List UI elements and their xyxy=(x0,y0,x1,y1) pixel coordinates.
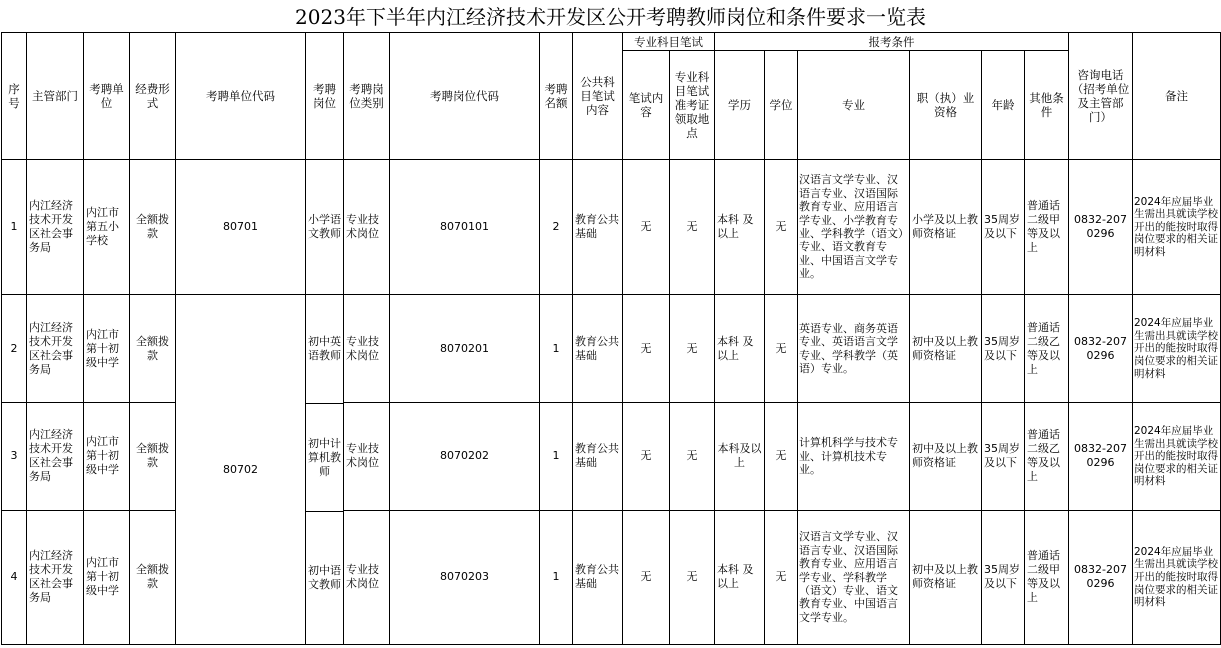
cell-remark: 2024年应届毕业生需出具就读学校开出的能按时取得岗位要求的相关证明材料 xyxy=(1133,160,1221,295)
cell-qualification: 初中及以上教师资格证 xyxy=(910,403,982,510)
cell-major: 汉语言文学专业、汉语言专业、汉语国际教育专业、应用语言学专业、学科教学（语文）专业、语文教育专业、中国语言文学专业。 xyxy=(798,510,910,644)
header-major: 专业 xyxy=(798,51,910,160)
cell-post-type: 专业技术岗位 xyxy=(344,160,390,295)
header-unit: 考聘单位 xyxy=(84,33,130,160)
cell-unit: 内江市第十初级中学 xyxy=(84,510,130,644)
cell-quota: 1 xyxy=(540,403,573,510)
cell-post: 初中英语教师 xyxy=(306,295,343,404)
cell-unit-code: 80702 xyxy=(176,295,306,645)
cell-fund: 全额拨款 xyxy=(130,403,176,510)
header-post-code: 考聘岗位代码 xyxy=(390,33,540,160)
cell-unit: 内江市第十初级中学 xyxy=(84,295,130,403)
cell-public-exam: 教育公共基础 xyxy=(573,160,623,295)
header-group-written: 专业科目笔试 xyxy=(623,33,715,51)
cell-other: 普通话二级乙等及以上 xyxy=(1025,295,1069,403)
cell-post-code: 8070101 xyxy=(390,160,540,295)
header-other: 其他条件 xyxy=(1025,51,1069,160)
recruitment-table xyxy=(1,32,1221,645)
cell-post: 初中计算机教师 xyxy=(306,404,343,512)
cell-ticket: 无 xyxy=(670,510,715,644)
cell-major: 汉语言文学专业、汉语言专业、汉语国际教育专业、应用语言学专业、小学教育专业、学科教学（语文）专业、语文教育专业、中国语言文学专业。 xyxy=(798,160,910,295)
cell-written-content: 无 xyxy=(623,295,670,403)
cell-post: 小学语文教师 xyxy=(306,160,344,295)
cell-dept: 内江经济技术开发区社会事务局 xyxy=(27,160,84,295)
cell-dept: 内江经济技术开发区社会事务局 xyxy=(27,403,84,510)
cell-other: 普通话二级甲等及以上 xyxy=(1025,510,1069,644)
cell-age: 35周岁及以下 xyxy=(982,403,1025,510)
cell-post-merged xyxy=(306,295,344,645)
cell-public-exam: 教育公共基础 xyxy=(573,403,623,510)
cell-degree: 无 xyxy=(765,295,798,403)
cell-qualification: 初中及以上教师资格证 xyxy=(910,295,982,403)
cell-remark: 2024年应届毕业生需出具就读学校开出的能按时取得岗位要求的相关证明材料 xyxy=(1133,510,1221,644)
header-group-conditions: 报考条件 xyxy=(715,33,1069,51)
cell-fund: 全额拨款 xyxy=(130,295,176,403)
cell-post-type: 专业技术岗位 xyxy=(344,403,390,510)
cell-quota: 1 xyxy=(540,295,573,403)
cell-post-type: 专业技术岗位 xyxy=(344,510,390,644)
cell-age: 35周岁及以下 xyxy=(982,160,1025,295)
table-row xyxy=(2,295,1221,403)
cell-public-exam: 教育公共基础 xyxy=(573,510,623,644)
cell-phone: 0832-2070296 xyxy=(1069,160,1133,295)
cell-education: 本科 及以上 xyxy=(715,295,765,403)
cell-degree: 无 xyxy=(765,403,798,510)
cell-ticket: 无 xyxy=(670,403,715,510)
cell-age: 35周岁及以下 xyxy=(982,510,1025,644)
header-quota: 考聘名额 xyxy=(540,33,573,160)
cell-written-content: 无 xyxy=(623,510,670,644)
cell-phone: 0832-2070296 xyxy=(1069,295,1133,403)
header-degree: 学位 xyxy=(765,51,798,160)
cell-quota: 2 xyxy=(540,160,573,295)
cell-qualification: 初中及以上教师资格证 xyxy=(910,510,982,644)
cell-other: 普通话二级甲等及以上 xyxy=(1025,160,1069,295)
cell-dept: 内江经济技术开发区社会事务局 xyxy=(27,510,84,644)
cell-phone: 0832-2070296 xyxy=(1069,510,1133,644)
header-education: 学历 xyxy=(715,51,765,160)
header-phone: 咨询电话（招考单位及主管部门） xyxy=(1069,33,1133,160)
header-age: 年龄 xyxy=(982,51,1025,160)
cell-degree: 无 xyxy=(765,510,798,644)
cell-ticket: 无 xyxy=(670,295,715,403)
cell-education: 本科 及以上 xyxy=(715,510,765,644)
cell-post: 初中语文教师 xyxy=(308,564,341,591)
cell-post-type: 专业技术岗位 xyxy=(344,295,390,403)
header-qualification: 职（执）业资格 xyxy=(910,51,982,160)
cell-major: 计算机科学与技术专业、计算机技术专业。 xyxy=(798,403,910,510)
header-dept: 主管部门 xyxy=(27,33,84,160)
cell-age: 35周岁及以下 xyxy=(982,295,1025,403)
cell-remark: 2024年应届毕业生需出具就读学校开出的能按时取得岗位要求的相关证明材料 xyxy=(1133,403,1221,510)
cell-dept: 内江经济技术开发区社会事务局 xyxy=(27,295,84,403)
cell-major: 英语专业、商务英语专业、英语语言文学专业、学科教学（英语）专业。 xyxy=(798,295,910,403)
cell-other: 普通话二级乙等及以上 xyxy=(1025,403,1069,510)
cell-unit: 内江市第五小学校 xyxy=(84,160,130,295)
cell-post-code: 8070201 xyxy=(390,295,540,403)
header-post: 考聘岗位 xyxy=(306,33,344,160)
cell-seq: 1 xyxy=(2,160,27,295)
document-title: 2023年下半年内江经济技术开发区公开考聘教师岗位和条件要求一览表 xyxy=(295,5,926,29)
cell-seq: 2 xyxy=(2,295,27,403)
table-row xyxy=(2,160,1221,295)
cell-remark: 2024年应届毕业生需出具就读学校开出的能按时取得岗位要求的相关证明材料 xyxy=(1133,295,1221,403)
cell-phone: 0832-2070296 xyxy=(1069,403,1133,510)
header-fund: 经费形式 xyxy=(130,33,176,160)
cell-written-content: 无 xyxy=(623,160,670,295)
cell-fund: 全额拨款 xyxy=(130,160,176,295)
cell-written-content: 无 xyxy=(623,403,670,510)
header-ticket: 专业科目笔试准考证领取地点 xyxy=(670,51,715,160)
header-public-exam: 公共科目笔试内容 xyxy=(573,33,623,160)
header-unit-code: 考聘单位代码 xyxy=(176,33,306,160)
header-post-type: 考聘岗位类别 xyxy=(344,33,390,160)
cell-education: 本科 及以上 xyxy=(715,160,765,295)
cell-post-code: 8070202 xyxy=(390,403,540,510)
cell-degree: 无 xyxy=(765,160,798,295)
cell-quota: 1 xyxy=(540,510,573,644)
cell-unit-code: 80701 xyxy=(176,160,306,295)
cell-ticket: 无 xyxy=(670,160,715,295)
cell-public-exam: 教育公共基础 xyxy=(573,295,623,403)
header-remark: 备注 xyxy=(1133,33,1221,160)
cell-post-code: 8070203 xyxy=(390,510,540,644)
header-written-content: 笔试内容 xyxy=(623,51,670,160)
cell-seq: 3 xyxy=(2,403,27,510)
cell-qualification: 小学及以上教师资格证 xyxy=(910,160,982,295)
cell-unit: 内江市第十初级中学 xyxy=(84,403,130,510)
cell-education: 本科及以上 xyxy=(715,403,765,510)
header-seq: 序号 xyxy=(2,33,27,160)
cell-fund: 全额拨款 xyxy=(130,510,176,644)
cell-seq: 4 xyxy=(2,510,27,644)
